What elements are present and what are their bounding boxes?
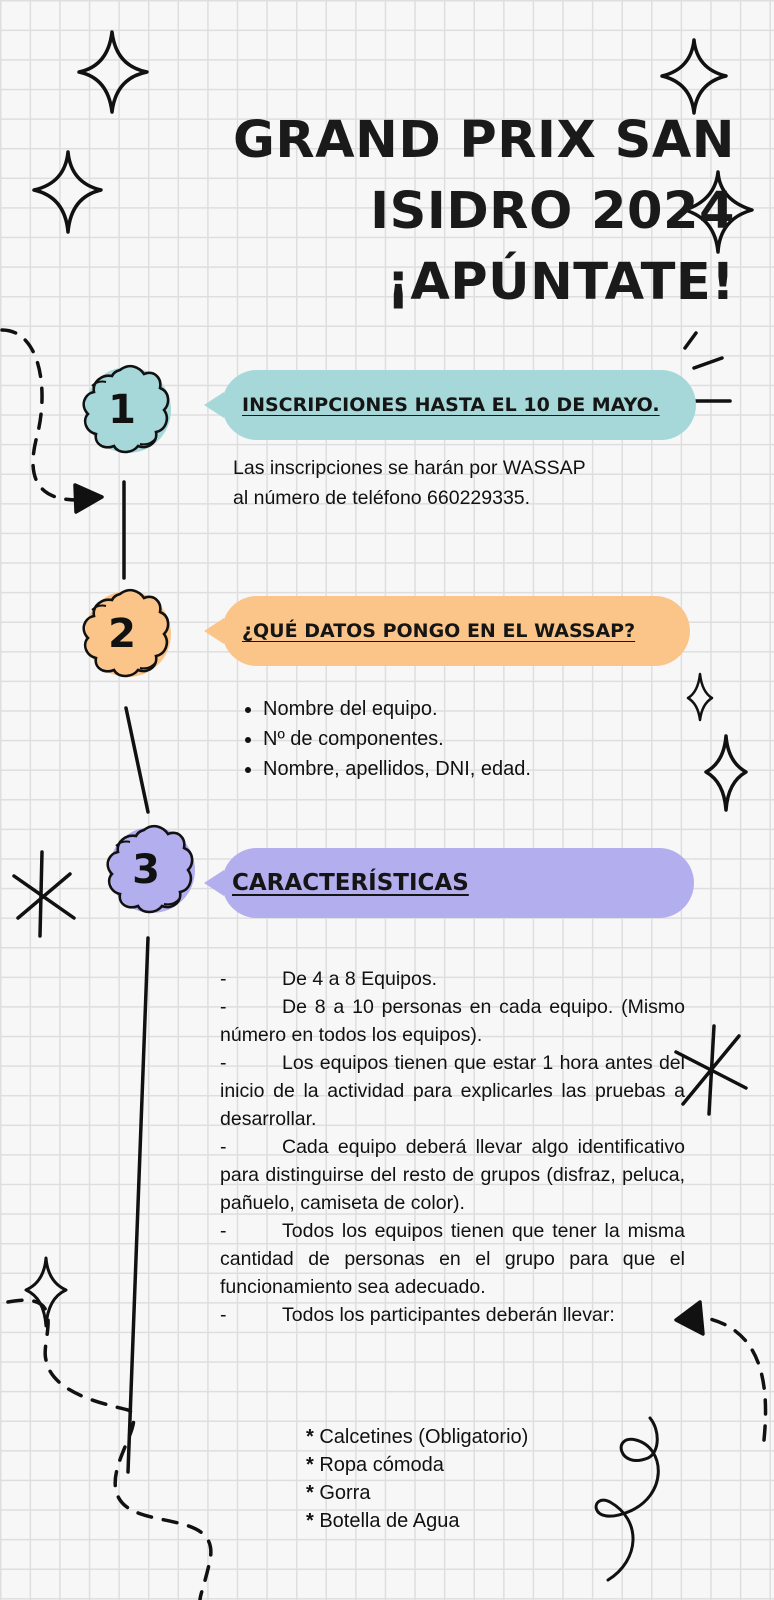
feature-item: - De 4 a 8 Equipos. — [220, 968, 438, 990]
feature-text: De 4 a 8 Equipos. — [282, 968, 438, 990]
sparkle-icon — [688, 674, 712, 720]
step-3-number: 3 — [132, 847, 160, 893]
list-item: * Ropa cómoda — [306, 1451, 528, 1479]
feature-item: - Los equipos tienen que estar 1 hora antes del inicio de la actividad para explicarles las pruebas a desarrollar. — [220, 1052, 685, 1130]
step-1-text-line: al número de teléfono 660229335. — [233, 487, 531, 509]
step-1-badge — [70, 358, 174, 462]
feature-text: Cada equipo deberá llevar algo identificativo para distinguirse del resto de grupos (disfraz, peluca, pañuelo, camiseta de color). — [220, 1136, 685, 1214]
step-2-bullet-list — [245, 694, 531, 784]
event-title — [150, 105, 735, 318]
step-3-features — [220, 965, 685, 1329]
list-item: * Gorra — [306, 1479, 528, 1507]
step-3-badge — [94, 818, 198, 922]
feature-text: Todos los participantes deberán llevar: — [282, 1304, 615, 1326]
required-items-list — [306, 1423, 528, 1535]
loop-doodle-icon — [596, 1418, 658, 1580]
list-item: • Nombre, apellidos, DNI, edad. — [263, 754, 531, 784]
step-1-text — [233, 453, 703, 513]
list-item: • Nº de componentes. — [263, 724, 531, 754]
title-line-3: ¡APÚNTATE! — [386, 253, 735, 312]
dashed-arrow-icon — [2, 330, 78, 500]
feature-text: De 8 a 10 personas en cada equipo. (Mismo número en todos los equipos). — [220, 996, 685, 1046]
step-3-heading-banner — [222, 848, 694, 918]
sparkle-icon — [26, 1258, 66, 1326]
sparkle-icon — [706, 736, 746, 810]
title-line-1: GRAND PRIX SAN — [233, 111, 735, 170]
feature-item: - De 8 a 10 personas en cada equipo. (Mismo número en todos los equipos). — [220, 996, 685, 1046]
step-1-number: 1 — [108, 387, 136, 433]
sparkle-icon — [79, 32, 147, 112]
asterisk-icon — [676, 1026, 746, 1114]
list-item: * Botella de Agua — [306, 1507, 528, 1535]
title-line-2: ISIDRO 2024 — [370, 182, 735, 241]
sparkle-icon — [34, 152, 101, 232]
list-item: • Nombre del equipo. — [263, 694, 531, 724]
feature-item: - Todos los equipos tienen que tener la misma cantidad de personas en el grupo para que el funcionamiento sea adecuado. — [220, 1220, 685, 1298]
step-2-heading-banner — [222, 596, 690, 666]
step-1-heading-banner — [222, 370, 696, 440]
asterisk-icon — [14, 852, 74, 936]
timeline-line — [128, 938, 148, 1472]
step-2-number: 2 — [108, 611, 136, 657]
step-1-heading: INSCRIPCIONES HASTA EL 10 DE MAYO. — [242, 394, 660, 416]
step-3-heading: CARACTERÍSTICAS — [232, 870, 469, 896]
sparkle-icon — [662, 40, 726, 113]
step-1-text-line: Las inscripciones se harán por WASSAP — [233, 457, 586, 479]
feature-text: Todos los equipos tienen que tener la misma cantidad de personas en el grupo para que el funcionamiento sea adecuado. — [220, 1220, 685, 1298]
feature-item: - Cada equipo deberá llevar algo identificativo para distinguirse del resto de grupos (disfraz, peluca, pañuelo, camiseta de color). — [220, 1136, 685, 1214]
step-2-heading: ¿QUÉ DATOS PONGO EN EL WASSAP? — [242, 620, 636, 642]
dashed-arrow-icon — [8, 1300, 211, 1600]
feature-text: Los equipos tienen que estar 1 hora antes del inicio de la actividad para explicarles las pruebas a desarrollar. — [220, 1052, 685, 1130]
timeline-line — [126, 708, 148, 812]
step-2-badge — [70, 582, 174, 686]
dashed-arrow-icon — [706, 1318, 766, 1440]
list-item: * Calcetines (Obligatorio) — [306, 1423, 528, 1451]
feature-item: - Todos los participantes deberán llevar: — [220, 1304, 615, 1326]
